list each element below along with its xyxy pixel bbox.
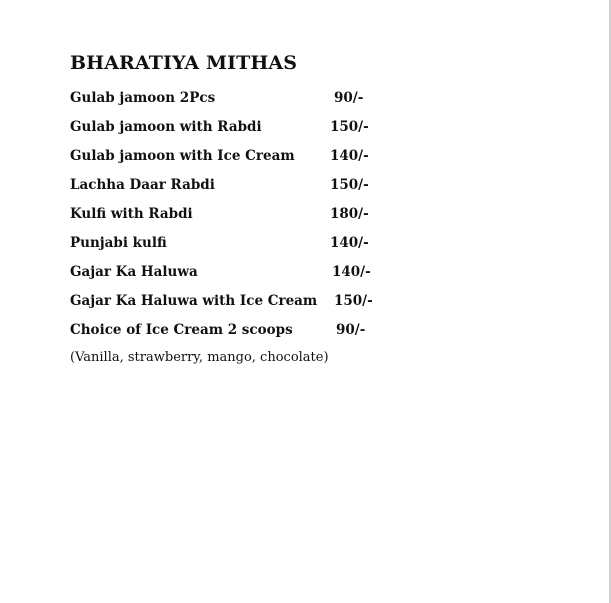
- menu-item-name: Gulab jamoon 2Pcs: [70, 90, 216, 106]
- menu-item-price: 140/-: [330, 148, 369, 164]
- menu-item-price: 180/-: [330, 206, 369, 222]
- menu-item: [70, 119, 400, 148]
- menu-item-price: 140/-: [332, 264, 371, 280]
- menu-item-price: 90/-: [334, 90, 364, 106]
- menu-item-price: 150/-: [330, 119, 369, 135]
- menu-item-price: 150/-: [334, 293, 373, 309]
- menu-item: [70, 293, 400, 322]
- menu-item: [70, 177, 400, 206]
- menu-item: [70, 322, 400, 351]
- menu-item-name: Kulfi with Rabdi: [70, 206, 193, 222]
- menu-item-price: 140/-: [330, 235, 369, 251]
- menu-items-list: [70, 90, 400, 351]
- menu-item-name: Gulab jamoon with Rabdi: [70, 119, 262, 135]
- menu-item-name: Punjabi kulfi: [70, 235, 167, 251]
- menu-item: [70, 90, 400, 119]
- menu-item: [70, 264, 400, 293]
- menu-item-name: Choice of Ice Cream 2 scoops: [70, 322, 293, 338]
- menu-item: [70, 148, 400, 177]
- menu-item-name: Gajar Ka Haluwa: [70, 264, 198, 280]
- menu-item-price: 90/-: [336, 322, 366, 338]
- menu-item: [70, 235, 400, 264]
- menu-item-price: 150/-: [330, 177, 369, 193]
- menu-item: [70, 206, 400, 235]
- menu-item-name: Lachha Daar Rabdi: [70, 177, 215, 193]
- menu-section-heading: BHARATIYA MITHAS: [70, 52, 298, 74]
- ice-cream-flavours-note: (Vanilla, strawberry, mango, chocolate): [70, 350, 329, 365]
- menu-item-name: Gulab jamoon with Ice Cream: [70, 148, 295, 164]
- menu-item-name: Gajar Ka Haluwa with Ice Cream: [70, 293, 318, 309]
